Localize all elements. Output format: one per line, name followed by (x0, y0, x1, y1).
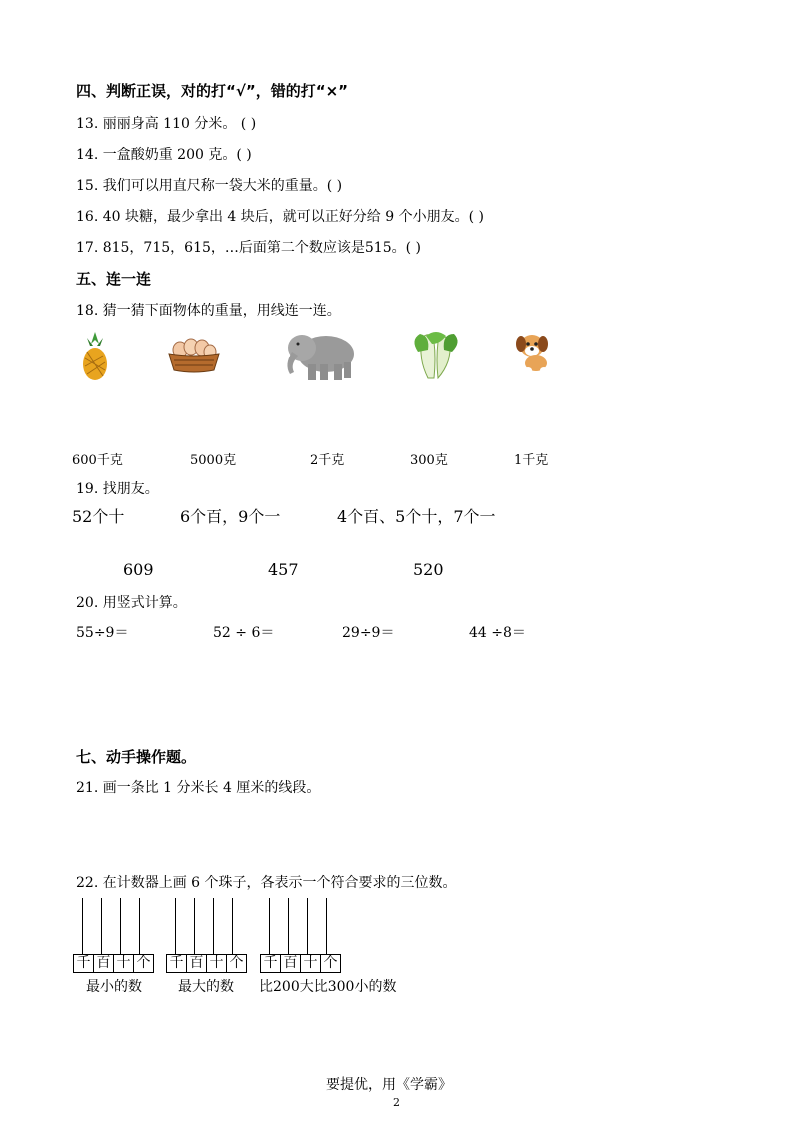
counting-frame-1 (73, 898, 151, 973)
abacus-rod (288, 898, 289, 954)
question-17: 17. 815，715，615，…后面第二个数应该是515。( ) (76, 240, 421, 256)
abacus-caption-3: 比200大比300小的数 (259, 979, 397, 995)
question-20: 20. 用竖式计算。 (76, 595, 187, 611)
egg-basket-icon (166, 336, 222, 374)
weight-label-1: 600千克 (72, 453, 123, 468)
description-3: 4个百、5个十，7个一 (337, 507, 496, 526)
place-thousands: 千 (167, 955, 187, 972)
place-tens: 十 (114, 955, 134, 972)
description-2: 6个百，9个一 (180, 507, 281, 526)
abacus-rod (232, 898, 233, 954)
place-hundreds: 百 (94, 955, 114, 972)
abacus-rod (120, 898, 121, 954)
question-15: 15. 我们可以用直尺称一袋大米的重量。( ) (76, 178, 343, 194)
calculation-3: 29÷9＝ (342, 625, 395, 641)
footer-slogan: 要提优，用《学霸》 (326, 1077, 452, 1093)
abacus-rod (307, 898, 308, 954)
place-tens: 十 (207, 955, 227, 972)
counting-frame-3 (260, 898, 338, 973)
weight-label-2: 5000克 (190, 453, 237, 468)
number-520: 520 (413, 560, 444, 579)
question-16: 16. 40 块糖，最少拿出 4 块后，就可以正好分给 9 个小朋友。( ) (76, 209, 484, 225)
calculation-4: 44 ÷8＝ (469, 625, 526, 641)
puppy-icon (512, 330, 554, 376)
place-hundreds: 百 (281, 955, 301, 972)
question-19: 19. 找朋友。 (76, 481, 159, 497)
section-4-title: 四、判断正误，对的打“√”，错的打“×” (76, 82, 349, 100)
place-thousands: 千 (74, 955, 94, 972)
question-14: 14. 一盒酸奶重 200 克。( ) (76, 147, 252, 163)
page-number: 2 (393, 1096, 400, 1109)
section-5-title: 五、连一连 (76, 270, 152, 288)
question-18: 18. 猜一猜下面物体的重量，用线连一连。 (76, 303, 341, 319)
weight-label-3: 2千克 (310, 453, 345, 468)
abacus-rod (269, 898, 270, 954)
weight-label-5: 1千克 (514, 453, 549, 468)
question-13: 13. 丽丽身高 110 分米。 ( ) (76, 116, 257, 132)
abacus-rod (82, 898, 83, 954)
place-hundreds: 百 (187, 955, 207, 972)
calculation-2: 52 ÷ 6＝ (213, 625, 275, 641)
weight-label-4: 300克 (410, 453, 448, 468)
section-7-title: 七、动手操作题。 (76, 748, 197, 766)
place-value-row (166, 954, 247, 973)
abacus-rod (213, 898, 214, 954)
abacus-rod (194, 898, 195, 954)
abacus-caption-2: 最大的数 (178, 979, 234, 995)
abacus-caption-1: 最小的数 (86, 979, 142, 995)
place-value-row (260, 954, 341, 973)
calculation-1: 55÷9＝ (76, 625, 129, 641)
number-457: 457 (268, 560, 299, 579)
place-ones: 个 (136, 955, 151, 971)
elephant-icon (278, 330, 358, 382)
place-ones: 个 (323, 955, 338, 971)
cabbage-icon (408, 328, 464, 382)
description-1: 52个十 (72, 507, 125, 526)
question-21: 21. 画一条比 1 分米长 4 厘米的线段。 (76, 780, 321, 796)
counting-frame-2 (166, 898, 244, 973)
abacus-rod (175, 898, 176, 954)
number-609: 609 (123, 560, 154, 579)
place-value-row (73, 954, 154, 973)
abacus-rod (139, 898, 140, 954)
abacus-rod (101, 898, 102, 954)
place-tens: 十 (301, 955, 321, 972)
pineapple-icon (78, 330, 112, 382)
place-thousands: 千 (261, 955, 281, 972)
abacus-rod (326, 898, 327, 954)
place-ones: 个 (229, 955, 244, 971)
question-22: 22. 在计数器上画 6 个珠子，各表示一个符合要求的三位数。 (76, 875, 457, 891)
